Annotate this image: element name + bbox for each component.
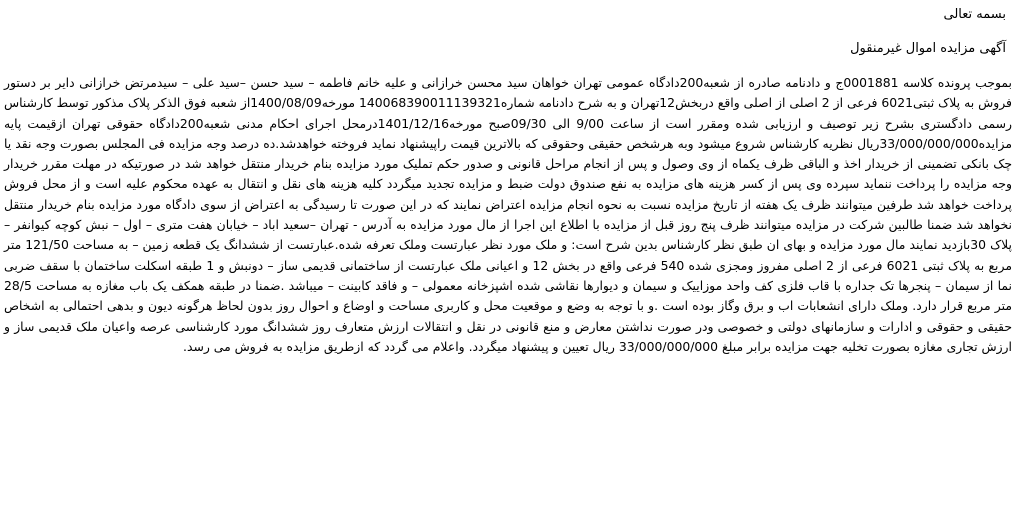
notice-title: آگهی مزایده اموال غیرمنقول — [850, 41, 1006, 56]
notice-body: بموجب پرونده کلاسه 0001881ج و دادنامه صادره از شعبه200دادگاه عمومی تهران خواهان سید محسن خرازانی و علیه خانم فاطمه – سید حسن –سید علی – سیدمرتض خرازانی دایر بر دستور فروش به پلاک ثبتی6021 فرعی از 2 اصلی از اصلی واقع دربخش12تهران و به شرح دادنامه شماره140068390011139321 مورخه1400/08/09از شعبه فوق الذکر پلاک مذکور توسط کارشناس رسمی دادگستری بشرح زیر توصیف و ارزیابی شده ومقرر است از ساعت 9/00 الی 09/30صبح مورخه1401/12/16درمحل اجرای احکام مدنی شعبه200دادگاه حقوقی تهران ازقیمت پایه مزایده33/000/000/000ریال نظریه کارشناس شروع میشود وبه هرشخص حقیقی وحقوقی که بالاترین قیمت راپیشنهاد نماید فروخته خواهدشد.ده درصد وجه مزایده فی المجلس بصورت وجه نقد یا چک بانکی تضمینی از خریدار اخذ و الباقی ظرف یکماه از وی وصول و پس از انجام مراحل قانونی و صدور حکم تملیک مورد مزایده بنام خریدار منتقل خواهد شد در صورتیکه در مهلت مقرر خریدار وجه مزایده را پرداخت ننماید سپرده وی پس از کسر هزینه های مزایده به نفع صندوق دولت ضبط و مزایده تجدید میگردد کلیه هزینه های نقل و انتقال به عهده محکوم علیه است و از محل فروش پرداخت خواهد شد طرفین میتوانند ظرف یک هفته از تاریخ مزایده نسبت به نحوه انجام مزایده اعتراض نمایند که در این صورت تا رسیدگی به اعتراض از سوی دادگاه مورد مزایده بنام خریدار منتقل نخواهد شد ضمنا طالبین شرکت در مزایده میتوانند ظرف پنج روز قبل از مزایده با اطلاع این اجرا از مال مورد مزایده به آدرس - تهران –سعید اباد – خیابان هفت متری – اول – نبش کوچه کیوانفر – پلاک 30بازدید نمایند مال مورد مزایده و بهای ان طبق نظر کارشناس بدین شرح است: و ملک مورد نظر عبارتست وملک تعرفه شده.عبارتست از ششدانگ یک قطعه زمین – به مساحت 121/50 متر مربع به پلاک ثبتی 6021 فرعی از 2 اصلی مفروز ومجزی شده 540 فرعی واقع در بخش 12 و اعیانی ملک عبارتست از ساختمانی قدیمی ساز – دونبش و 1 طبقه اسکلت ساختمان با سقف ضربی نما از سیمان – پنجرها تک جداره با قاب فلزی کف واحد موزاییک و سیمان و دیوارها نقاشی شده اشپزخانه معمولی – و فاقد کابینت – میباشد .ضمنا در طبقه همکف یک باب مغازه به مساحت 28/5 متر مربع قرار دارد. وملک دارای انشعابات اب و برق وگاز بوده است .و با توجه به وضع و موقعیت محل و کاربری مساحت و اوضاع و احوال روز بدون لحاظ هرگونه دیون و بدهی احتمالی به اشخاص حقیقی و حقوقی و ادارات و سازمانهای دولتی و خصوصی ودر صورت نداشتن معارض و منع قانونی در نقل و انتقالات ارزش متعارف روز ششدانگ مورد کارشناسی عرصه واعیان ملک قدیمی ساز و ارزش تجاری مغازه بصورت تخلیه جهت مزایده برابر مبلغ 33/000/000/000 ریال تعیین و پیشنهاد میگردد. واعلام می گردد که ازطریق مزایده به فروش می رسد. — [4, 75, 1012, 354]
bismillah-heading: بسمه تعالی — [943, 7, 1006, 22]
notice-document — [4, 4, 1012, 357]
